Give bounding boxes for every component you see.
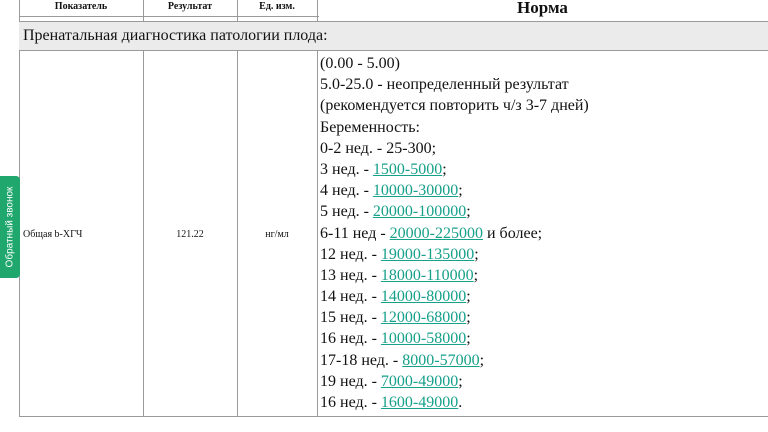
norm-range-link[interactable]: 10000-30000	[372, 182, 459, 200]
norm-range-link[interactable]: 12000-68000	[380, 309, 467, 327]
section-bottom-border	[19, 50, 768, 51]
norm-line	[320, 265, 760, 286]
results-table	[19, 0, 768, 432]
norm-line-suffix: .	[458, 394, 463, 411]
norm-line-text: 16 нед. -	[320, 394, 381, 411]
norm-line	[320, 95, 760, 116]
norm-line-text: 3 нед. -	[320, 160, 373, 178]
row-unit: нг/мл	[265, 229, 289, 240]
norm-range-link[interactable]: 8000-57000	[402, 351, 480, 369]
norm-line-text: 13 нед. -	[320, 266, 381, 284]
section-title: Пренатальная диагностика патологии плода:	[19, 22, 768, 50]
norm-line	[320, 371, 760, 392]
norm-line-text: 5.0-25.0 - неопределенный результат	[320, 76, 569, 94]
norm-range-link[interactable]: 10000-58000	[380, 330, 467, 348]
norm-line	[320, 328, 760, 349]
norm-line-text: (0.00 - 5.00)	[320, 55, 400, 72]
norm-line	[320, 286, 760, 307]
norm-line	[320, 392, 760, 413]
col-border-3	[317, 50, 318, 416]
norm-line	[320, 180, 760, 201]
norm-line	[320, 159, 760, 180]
norm-line-text: (рекомендуется повторить ч/з 3-7 дней)	[320, 97, 589, 115]
norm-line	[320, 117, 760, 138]
header-result: Результат	[167, 1, 213, 12]
norm-line-text: 4 нед. -	[320, 182, 373, 200]
callback-tab[interactable]	[0, 176, 20, 278]
norm-line-suffix: ;	[474, 245, 479, 263]
norm-line-suffix: ;	[442, 160, 447, 178]
row-bottom-border	[19, 416, 768, 417]
row-indicator: Общая b-ХГЧ	[23, 229, 83, 240]
header-divider	[19, 16, 319, 17]
norm-line	[320, 223, 760, 244]
norm-line-suffix: и более;	[482, 224, 543, 242]
norm-line	[320, 350, 760, 371]
norm-line-suffix: ;	[466, 288, 471, 306]
norm-line-text: Беременность:	[320, 118, 420, 136]
norm-line-suffix: ;	[466, 330, 471, 348]
norm-range-link[interactable]: 14000-80000	[380, 288, 467, 306]
norm-line-suffix: ;	[473, 266, 479, 284]
norm-range-link[interactable]: 1600-49000	[380, 394, 459, 411]
norm-line-text: 12 нед. -	[320, 245, 381, 263]
norm-line-suffix: ;	[479, 351, 485, 369]
norm-line	[320, 53, 760, 74]
norm-line-text: 0-2 нед. - 25-300;	[320, 139, 437, 157]
norm-range-link[interactable]: 20000-100000	[372, 203, 467, 221]
norm-range-link[interactable]: 1500-5000	[372, 160, 443, 178]
norm-line	[320, 307, 760, 328]
norm-line-text: 5 нед. -	[320, 203, 373, 221]
norm-range-link[interactable]: 20000-225000	[389, 224, 483, 242]
header-indicator: Показатель	[54, 1, 108, 12]
norm-line-text: 14 нед. -	[320, 288, 381, 306]
header-unit: Ед. изм.	[259, 1, 295, 12]
norm-line-text: 15 нед. -	[320, 309, 381, 327]
callback-tab-label: Обратный звонок	[4, 186, 16, 268]
norm-text	[320, 53, 760, 413]
header-norm: Норма	[517, 0, 568, 17]
norm-line-text: 19 нед. -	[320, 372, 381, 390]
norm-range-link[interactable]: 18000-110000	[380, 266, 474, 284]
norm-range-link[interactable]: 19000-135000	[380, 245, 475, 263]
norm-line	[320, 138, 760, 159]
norm-line	[320, 244, 760, 265]
norm-line-text: 16 нед. -	[320, 330, 381, 348]
norm-line-suffix: ;	[458, 372, 463, 390]
norm-line-suffix: ;	[458, 182, 463, 200]
norm-line	[320, 201, 760, 222]
norm-line	[320, 74, 760, 95]
norm-range-link[interactable]: 7000-49000	[380, 372, 459, 390]
row-result: 121.22	[176, 229, 204, 240]
norm-line-suffix: ;	[466, 203, 471, 221]
norm-line-suffix: ;	[466, 309, 471, 327]
norm-line-text: 6-11 нед -	[320, 224, 390, 242]
norm-line-text: 17-18 нед. -	[320, 351, 403, 369]
